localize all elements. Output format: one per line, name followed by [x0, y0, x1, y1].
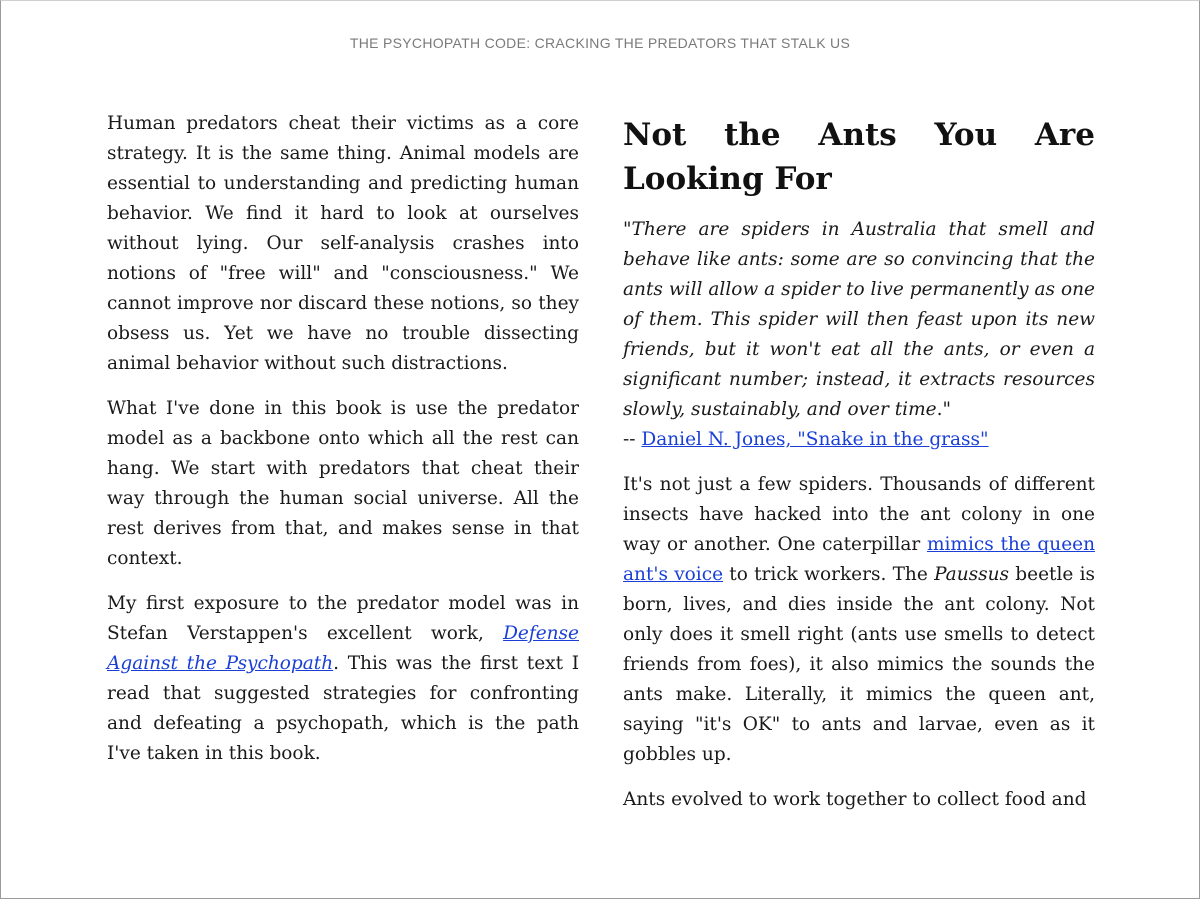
quote-end: ." — [936, 399, 951, 420]
left-column — [107, 109, 579, 784]
paragraph-text: It's not just a few spiders. Thousands of different insects have hacked into the ant colony in one way or another. One caterpillar — [623, 474, 1095, 555]
paragraph: What I've done in this book is use the predator model as a backbone onto which all the rest can hang. We start with predators that cheat their way through the human social universe. All the rest derives from that, and makes sense in that context. — [107, 398, 579, 569]
defense-against-psychopath-link[interactable]: Defense Against the Psychopath — [107, 623, 579, 674]
quote-text: "There are spiders in Australia that smell and behave like ants: some are so convincing that the ants will allow a spider to live permanently as one of them. This spider will then feast upon its new friends, but it won't eat all the ants, or even a significant number; instead, it extracts resources slowly, sustainably, and over time — [623, 219, 1095, 420]
mimics-queen-ant-voice-link[interactable]: mimics the queen ant's voice — [623, 534, 1095, 585]
paragraph: Ants evolved to work together to collect food and — [623, 789, 1087, 810]
running-header: THE PSYCHOPATH CODE: CRACKING THE PREDATORS THAT STALK US — [349, 35, 851, 51]
paragraph-text: . This was the first text I read that suggested strategies for confronting and defeating a psychopath, which is the path I've taken in this book. — [107, 653, 579, 764]
snake-in-the-grass-link[interactable]: Daniel N. Jones, "Snake in the grass" — [641, 429, 989, 450]
paragraph-text: My first exposure to the predator model was in Stefan Verstappen's excellent work, — [107, 593, 579, 644]
attribution-prefix: -- — [623, 429, 642, 450]
paragraph-text: to trick workers. The — [723, 564, 935, 585]
chapter-title: Not the Ants You Are Looking For — [623, 117, 1095, 197]
paragraph — [623, 470, 1095, 770]
epigraph-quote — [623, 215, 1095, 455]
paragraph-text: beetle is born, lives, and dies inside the ant colony. Not only does it smell right (ants use smells to detect friends from foes), it also mimics the sounds the ants make. Literally, it mimics the queen ant, saying "it's OK" to ants and larvae, even as it gobbles up. — [623, 564, 1095, 765]
paragraph: Human predators cheat their victims as a core strategy. It is the same thing. Animal models are essential to understanding and predicting human behavior. We find it hard to look at ourselves without lying. Our self-analysis crashes into notions of "free will" and "consciousness." We cannot improve nor discard these notions, so they obsess us. Yet we have no trouble dissecting animal behavior without such distractions. — [107, 113, 579, 374]
right-column — [623, 109, 1095, 830]
paragraph — [107, 589, 579, 769]
paussus-italic: Paussus — [934, 564, 1010, 585]
